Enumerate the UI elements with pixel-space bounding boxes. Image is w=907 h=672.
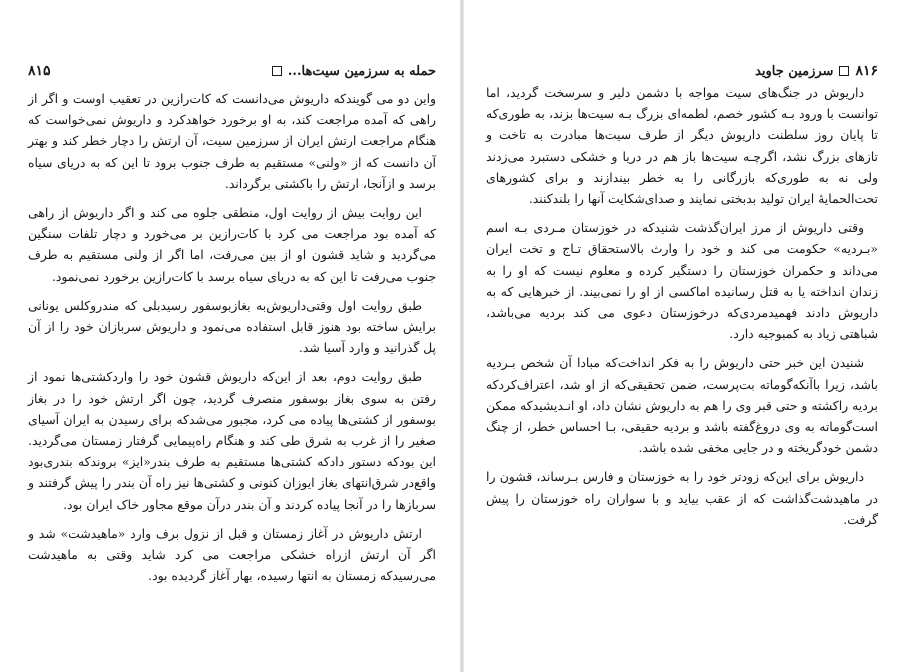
- left-running-title: [272, 64, 436, 79]
- left-page-header: [28, 60, 436, 82]
- right-paragraph-1: داریوش در جنگ‌های سیت مواجه با دشمن دلیر و سرسخت گردید، اما توانست با ورود بـه کشور خصم، لطمه‌ای بزرگ بـه سیت‌ها بزند، به طوری‌که تا پایان روز سلطنت داریوش دیگر از طرف سیت‌ها مبادرت به تاخت و تازهای بزرگ نشد، اگرچـه سیت‌ها باز هم در دریا و خشکی دستبرد می‌زدند ولی نه به طوری‌که بازرگانی را به خطر بیندازند و برای کشورهای تحت‌الحمایهٔ ایران تولید بدبختی نمایند و صدای‌شکایت آنها را بلندکنند.: [486, 85, 878, 207]
- left-paragraph-2: این روایت بیش از روایت اول، منطقی جلوه می کند و اگر داریوش از راهی که آمده بود مراجعت می کرد با کات‌رازین بر می‌خورد و دچار تلفات سنگین می‌گردید و شاید قشون او از بین می‌رفت، اما اگر از ولنی مستقیم به طرف جنوب می‌رفت تا این که به دریای سیاه برسد با کات‌رازین برخورد نمی‌نمود.: [28, 205, 436, 284]
- left-paragraph-1: واین دو می گویندکه داریوش می‌دانست که کات‌رازین در تعقیب اوست و اگر از راهی که آمده مراجعت کند، به او برخورد خواهدکرد و داریوش نمی‌خواست که هنگام مراجعت ارتش ایران از سرزمین سیت، آن ارتش را دچار خطر کند و بهتر آن دانست که از «ولنی» مستقیم به طرف جنوب برود تا این که به دریای سیاه برسد و ازآنجا، ارتش را باکشتی برگرداند.: [28, 91, 436, 191]
- right-page-number: ۸۱۶: [855, 63, 878, 79]
- right-running-title-text: سرزمین جاوید: [755, 63, 834, 79]
- left-paragraph-3: طبق روایت اول وقتی‌داریوش‌به بغازبوسفور رسیدبلی که مندروکلس یونانی برایش ساخته بود هنوز قابل استفاده می‌نمود و داریوش سربازان خود را از آن پل گذرانید و وارد آسیا شد.: [28, 297, 436, 356]
- right-page-header: [486, 60, 878, 82]
- square-ornament-icon: [839, 66, 849, 76]
- right-paragraph-4: داریوش برای این‌که زودتر خود را به خوزستان و فارس بـرساند، قشون را در ماهیدشت‌گذاشت که از عقب بیاید و با سواران راه خوزستان را پیش گرفت.: [486, 469, 878, 527]
- left-page: [28, 0, 436, 672]
- right-running-title: [755, 63, 878, 79]
- book-gutter: [460, 0, 464, 672]
- left-paragraph-4: طبق روایت دوم، بعد از این‌که داریوش قشون خود را واردکشتی‌ها نمود از رفتن به سوی بغاز بوسفور منصرف گردید، چون اگر ارتش خود را در بغاز بوسفور از کشتی‌ها پیاده می کرد، مجبور می‌شدکه برای رسیدن به ایران آسیای صغیر را از غرب به شرق طی کند و هنگام راه‌پیمایی گرفتار زمستان می‌گردید. این بودکه دستور دادکه کشتی‌ها مستقیم به طرف بندر«ایز» بروندکه بندری‌بود واقع‌در شرق‌انتهای بغاز ایوز‌ان کنونی و کشتی‌ها نیز راه آن بندر را پیش گرفتند و سربازها را در آنجا پیاده کردند و آن بندر درآن موقع مجاور خاک ایران بود.: [28, 369, 436, 512]
- right-paragraph-2: وقتی داریوش از مرز ایران‌گذشت شنیدکه در خوزستان مـردی بـه اسم «بـردیه» حکومت می کند و خود را وارث بالاستحقاق تـاج و تخت ایران می‌داند و حکمران خوزستان را دستگیر کرده و معلوم نیست که او را به زندان انداخته یا به قتل رسانیده اماکسی از او را نمی‌بیند. از خبرهایی که به داریوش دادند فهمید‌مردی‌که درخوزستان دعوی می کند بردیه می‌باشد، شباهتی زیاد به کمبوجیه دارد.: [486, 220, 878, 342]
- left-running-title-text: حمله به سرزمین سیت‌ها...: [287, 63, 436, 79]
- right-page-body: [486, 82, 878, 538]
- right-page: [486, 0, 878, 672]
- left-page-number: ۸۱۵: [28, 63, 51, 79]
- left-paragraph-5: ارتش داریوش در آغاز زمستان و قبل از نزول برف وارد «ماهیدشت» شد و اگر آن ارتش ازراه خشکی مراجعت می کرد شاید وقتی به ماهیدشت می‌رسیدکه زمستان به انتها رسیده، بهار آغاز گردیده بود.: [28, 525, 436, 584]
- right-paragraph-3: شنیدن این خبر حتی داریوش را به فکر انداخت‌که مبادا آن شخص بـردیه باشد، زیرا باآنکه‌گوماته بت‌پرست، ضمن تحقیقی‌که از او شد، اعتراف‌کردکه بردیه راکشته و حتی قبر وی را هم به داریوش نشان داد، او انـدیشیدکه ممکن است‌گوماته به وی دروغ‌گفته باشد و بردیه حقیقی، بـا احساس خطر، از چنگ دشمن خودگریخته و در جایی مخفی شده باشد.: [486, 355, 878, 456]
- left-page-body: [28, 88, 436, 594]
- square-ornament-icon: [272, 66, 282, 76]
